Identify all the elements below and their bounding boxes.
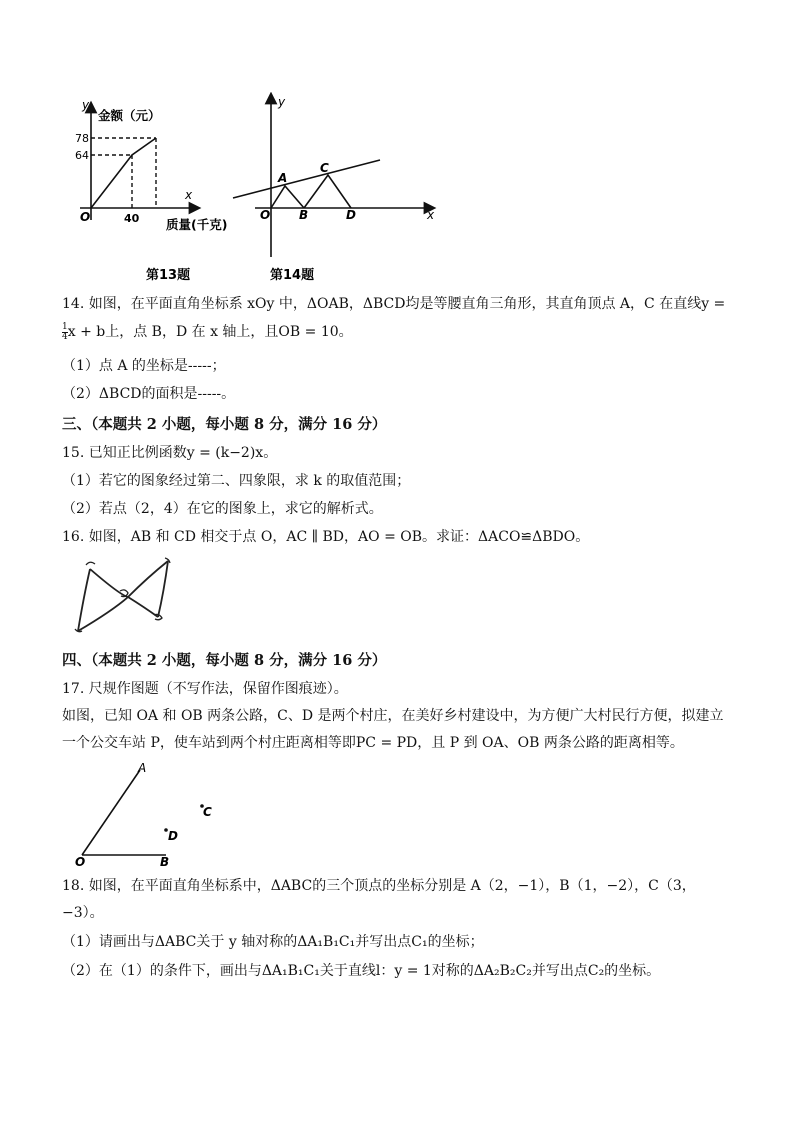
figure-14 — [225, 92, 440, 292]
q18-line1: 18. 如图，在平面直角坐标系中，ΔABC的三个顶点的坐标分别是 A（2，−1），B（1，−2），C（3， — [62, 878, 696, 894]
fig13-caption: 第13题 — [146, 268, 191, 283]
fig14-x-label: x — [427, 208, 435, 222]
fig14-caption: 第14题 — [270, 268, 315, 283]
figure-17 — [70, 758, 230, 870]
fig14-point-a: A — [278, 171, 288, 185]
q14-line2 — [62, 322, 353, 342]
q14-frac-den: 4 — [62, 331, 68, 342]
fig16-line-ab — [90, 569, 158, 617]
q17-stem: 17. 尺规作图题（不写作法，保留作图痕迹）。 — [62, 681, 348, 697]
fig17-label-a: A — [138, 761, 147, 775]
fig14-triangle-oab — [271, 186, 304, 208]
q17-line2: 一个公交车站 P，使车站到两个村庄距离相等即PC = PD，且 P 到 OA、OB 两条公路的距离相等。 — [62, 735, 684, 751]
q14-sub2: （2）ΔBCD的面积是-----。 — [62, 386, 236, 402]
section-3-heading: 三、（本题共 2 小题，每小题 8 分，满分 16 分） — [62, 416, 387, 433]
fig16-sketch-mark-b — [154, 614, 162, 619]
q18-sub1: （1）请画出与ΔABC关于 y 轴对称的ΔA₁B₁C₁并写出点C₁的坐标； — [62, 934, 484, 950]
fig14-line — [233, 160, 380, 198]
fig13-y-label: y — [82, 98, 90, 112]
fig14-triangle-bcd — [304, 175, 351, 208]
q14-line2-text: x + b上，点 B，D 在 x 轴上，且OB = 10。 — [67, 324, 353, 340]
fig14-origin: O — [260, 208, 271, 222]
fig17-label-d: D — [168, 829, 178, 843]
fig17-label-c: C — [203, 805, 212, 819]
fig13-tick-40: 40 — [124, 212, 140, 225]
q15-sub2: （2）若点（2，4）在它的图象上，求它的解析式。 — [62, 501, 383, 517]
section-4-heading: 四、（本题共 2 小题，每小题 8 分，满分 16 分） — [62, 652, 387, 669]
fig13-origin: O — [80, 210, 91, 224]
q14-line1: 14. 如图，在平面直角坐标系 xOy 中，ΔOAB，ΔBCD均是等腰直角三角形，其直角顶点 A，C 在直线y = — [62, 296, 726, 312]
fig13-y-title: 金额（元） — [98, 108, 161, 123]
fig17-label-o: O — [75, 855, 86, 869]
fig14-point-b: B — [299, 208, 309, 222]
fig13-x-title: 质量(千克) — [166, 217, 228, 232]
fig14-point-c: C — [320, 161, 329, 175]
fig16-line-bd — [158, 561, 168, 617]
q14-sub1: （1）点 A 的坐标是-----； — [62, 358, 226, 374]
fig16-line-ac — [78, 569, 90, 631]
fig17-label-b: B — [160, 855, 170, 869]
fig14-y-label: y — [278, 95, 286, 109]
q16-stem: 16. 如图，AB 和 CD 相交于点 O，AC ∥ BD，AO = OB。求证：ΔACO≌ΔBDO。 — [62, 529, 590, 545]
fig13-graph-line — [91, 138, 156, 208]
q18-line2: −3）。 — [62, 905, 104, 921]
fig14-point-d: D — [346, 208, 356, 222]
q15-sub1: （1）若它的图象经过第二、四象限，求 k 的取值范围； — [62, 473, 411, 489]
figure-16 — [72, 555, 177, 637]
q14-frac-num: 1 — [62, 321, 68, 332]
q17-line1: 如图，已知 OA 和 OB 两条公路，C、D 是两个村庄，在美好乡村建设中，为方便广大村民行方便，拟建立 — [62, 708, 724, 724]
fig13-tick-78: 78 — [75, 132, 89, 145]
fig16-sketch-mark-a — [86, 562, 95, 565]
q18-sub2: （2）在（1）的条件下，画出与ΔA₁B₁C₁关于直线l：y = 1对称的ΔA₂B₂C₂并写出点C₂的坐标。 — [62, 963, 661, 979]
figure-13 — [70, 95, 235, 295]
q15-stem: 15. 已知正比例函数y = (k−2)x。 — [62, 445, 278, 461]
fig13-tick-64: 64 — [75, 149, 89, 162]
fig13-x-label: x — [185, 188, 193, 202]
fig17-ray-oa — [82, 770, 140, 855]
